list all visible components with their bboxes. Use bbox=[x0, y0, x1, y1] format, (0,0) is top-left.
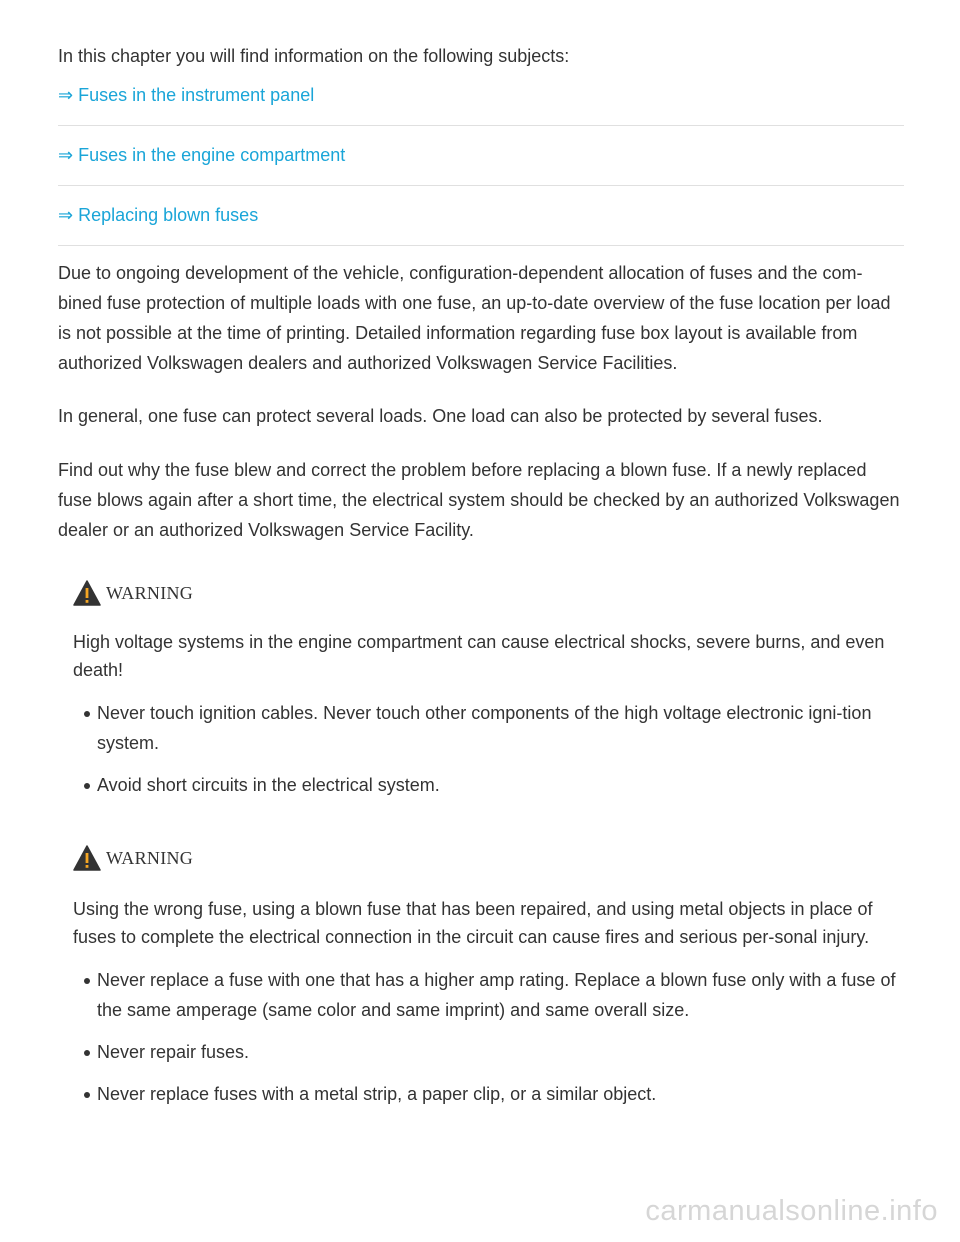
list-item bbox=[73, 770, 903, 800]
warning-box-high-voltage bbox=[73, 578, 903, 800]
bullet-dot-icon bbox=[84, 1092, 90, 1098]
bullet-dot-icon bbox=[84, 978, 90, 984]
list-item bbox=[73, 1037, 903, 1067]
bullet-text: Never touch ignition cables. Never touch other components of the high voltage electronic igni-tion system. bbox=[97, 703, 872, 753]
warning-header bbox=[73, 578, 903, 608]
bullet-dot-icon bbox=[84, 1050, 90, 1056]
link-fuses-instrument-panel[interactable]: ⇒ Fuses in the instrument panel bbox=[58, 85, 315, 105]
warning-title: WARNING bbox=[106, 582, 194, 603]
list-item bbox=[73, 698, 903, 758]
chapter-intro: In this chapter you will find information on the following subjects: bbox=[58, 46, 570, 66]
bullet-text: Never repair fuses. bbox=[97, 1042, 250, 1062]
warning-title: WARNING bbox=[106, 847, 194, 868]
link-replacing-blown-fuses[interactable]: ⇒ Replacing blown fuses bbox=[58, 205, 259, 225]
bullet-dot-icon bbox=[84, 711, 90, 717]
bullet-text: Never replace fuses with a metal strip, a paper clip, or a similar object. bbox=[97, 1084, 657, 1104]
watermark: carmanualsonline.info bbox=[645, 1195, 938, 1227]
link-fuses-engine-compartment[interactable]: ⇒ Fuses in the engine compartment bbox=[58, 145, 346, 165]
warning-text: High voltage systems in the engine compartment can cause electrical shocks, severe burns, and even death! bbox=[73, 632, 885, 680]
warning-box-wrong-fuse bbox=[73, 843, 903, 1109]
list-item bbox=[73, 1079, 903, 1109]
warning-header bbox=[73, 843, 903, 873]
warning-triangle-icon bbox=[73, 845, 101, 871]
subject-link-row bbox=[58, 186, 904, 246]
bullet-dot-icon bbox=[84, 783, 90, 789]
list-item bbox=[73, 965, 903, 1025]
bullet-text: Avoid short circuits in the electrical system. bbox=[97, 775, 440, 795]
paragraph-fuse-allocation: Due to ongoing development of the vehicle, configuration-dependent allocation of fuses and the com-bined fuse protection of multiple loads with one fuse, an up-to-date overview of the fuse location per load is not possible at the time of printing. Detailed information regarding fuse box layout is available from authorized Volkswagen dealers and authorized Volkswagen Service Facilities. bbox=[58, 263, 891, 373]
paragraph-fuse-blew: Find out why the fuse blew and correct the problem before replacing a blown fuse. If a newly replaced fuse blows again after a short time, the electrical system should be checked by an authorized Volkswagen dealer or an authorized Volkswagen Service Facility. bbox=[58, 460, 900, 540]
subject-link-row bbox=[58, 126, 904, 186]
paragraph-fuse-protection: In general, one fuse can protect several loads. One load can also be protected by several fuses. bbox=[58, 406, 823, 426]
warning-bullet-list bbox=[73, 965, 903, 1109]
subject-links bbox=[58, 66, 904, 246]
warning-text: Using the wrong fuse, using a blown fuse that has been repaired, and using metal objects in place of fuses to complete the electrical connection in the circuit can cause fires and serious per-sonal injury. bbox=[73, 899, 873, 947]
warning-triangle-icon bbox=[73, 580, 101, 606]
bullet-text: Never replace a fuse with one that has a higher amp rating. Replace a blown fuse only with a fuse of the same amperage (same color and same imprint) and same overall size. bbox=[97, 970, 896, 1020]
subject-link-row bbox=[58, 66, 904, 126]
warning-bullet-list bbox=[73, 698, 903, 800]
